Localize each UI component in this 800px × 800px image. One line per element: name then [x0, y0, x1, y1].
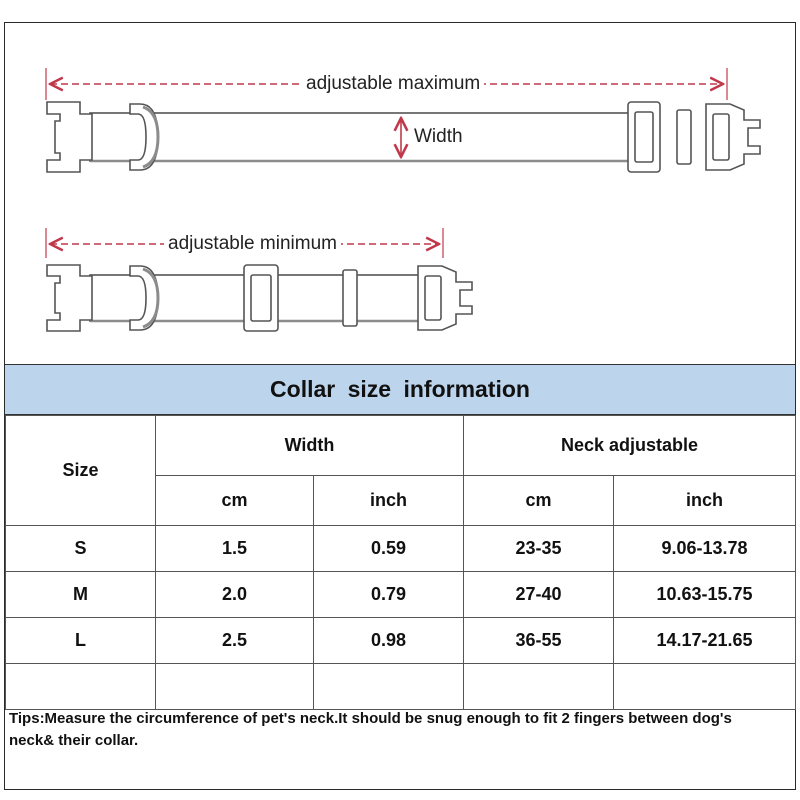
- collar-max: [47, 102, 760, 172]
- empty-cell: [614, 664, 796, 710]
- table-title-band: [5, 364, 795, 415]
- width-inch-header: inch: [314, 476, 464, 526]
- size-cell: S: [6, 526, 156, 572]
- width-cm-cell: 2.0: [156, 572, 314, 618]
- size-cell: L: [6, 618, 156, 664]
- width-cm-cell: 1.5: [156, 526, 314, 572]
- tips-text: Tips:Measure the circumference of pet's neck.It should be snug enough to fit 2 fingers between dog's neck& their collar.: [9, 710, 732, 749]
- neck-inch-cell: 10.63-15.75: [614, 572, 796, 618]
- empty-cell: [6, 664, 156, 710]
- width-label: Width: [414, 126, 463, 147]
- table-row: [6, 526, 796, 572]
- width-inch-cell: 0.59: [314, 526, 464, 572]
- neck-cm-cell: 36-55: [464, 618, 614, 664]
- neck-cm-cell: 23-35: [464, 526, 614, 572]
- table-header-row: [6, 416, 796, 476]
- width-inch-cell: 0.98: [314, 618, 464, 664]
- neck-inch-cell: 14.17-21.65: [614, 618, 796, 664]
- neck-inch-header: inch: [614, 476, 796, 526]
- neck-cm-cell: 27-40: [464, 572, 614, 618]
- collar-diagram: [0, 0, 800, 362]
- neck-inch-cell: 9.06-13.78: [614, 526, 796, 572]
- min-label: adjustable minimum: [164, 233, 341, 255]
- collar-illustration: [0, 0, 800, 362]
- table-title: Collar size information: [270, 376, 530, 402]
- neck-group-header: Neck adjustable: [464, 416, 796, 476]
- empty-cell: [464, 664, 614, 710]
- empty-cell: [314, 664, 464, 710]
- width-cm-cell: 2.5: [156, 618, 314, 664]
- max-label: adjustable maximum: [302, 73, 484, 95]
- width-inch-cell: 0.79: [314, 572, 464, 618]
- table-row: [6, 572, 796, 618]
- width-cm-header: cm: [156, 476, 314, 526]
- size-header: Size: [6, 416, 156, 526]
- empty-cell: [156, 664, 314, 710]
- neck-cm-header: cm: [464, 476, 614, 526]
- size-table: [5, 415, 796, 710]
- width-group-header: Width: [156, 416, 464, 476]
- table-row-empty: [6, 664, 796, 710]
- table-row: [6, 618, 796, 664]
- collar-min: [47, 265, 472, 331]
- size-cell: M: [6, 572, 156, 618]
